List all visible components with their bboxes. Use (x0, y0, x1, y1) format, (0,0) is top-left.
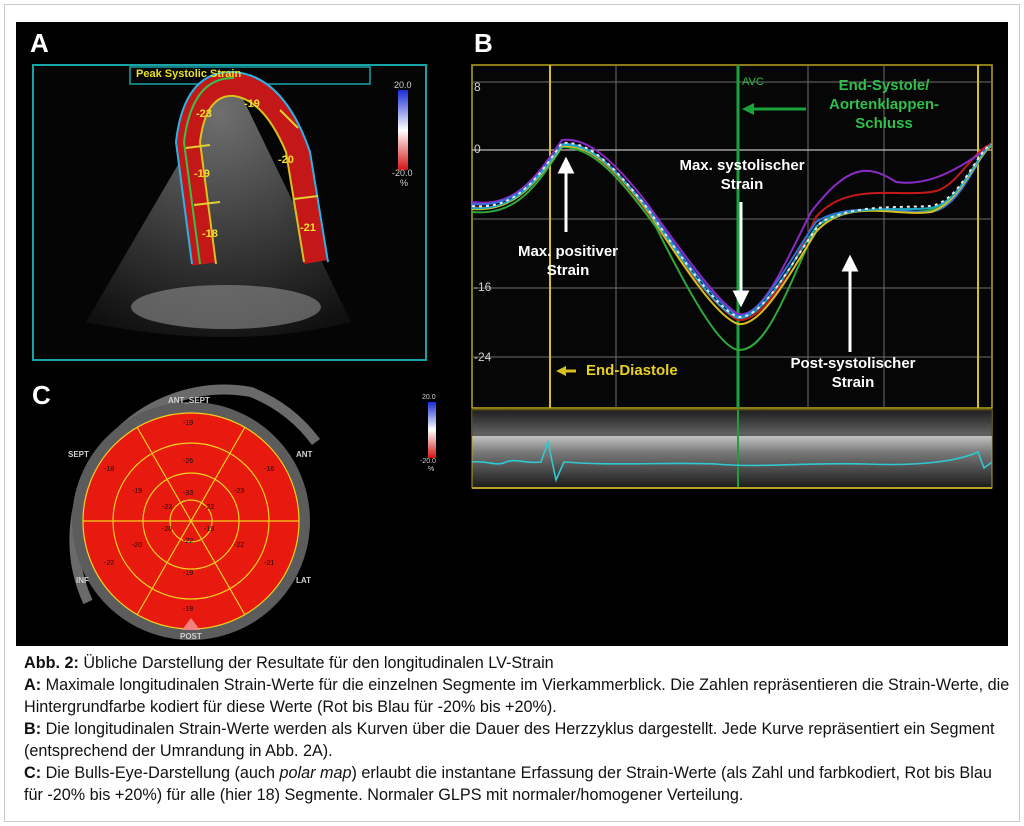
bullseye-value: -23 (234, 488, 245, 495)
bullseye-label-lat: LAT (296, 576, 311, 585)
avc-label: AVC (742, 76, 764, 88)
caption-c: C: Die Bulls-Eye-Darstellung (auch polar map) erlaubt die instantane Erfassung der Strain-Werte (als Zahl und farbkodiert, Rot bis Blau für -20% bis +20%) für alle (hier 18) Segmente. Normaler GLPS mit normaler/homogener Verteilung. (24, 764, 992, 804)
bullseye-label-sept: SEPT (68, 450, 89, 459)
max-positive-annotation: Max. positiver Strain (517, 243, 619, 279)
y-tick-label: 0 (474, 142, 481, 156)
panel-a-header: Peak Systolic Strain (136, 68, 242, 80)
bullseye-value: -33 (183, 490, 194, 497)
y-tick-label: -16 (474, 280, 492, 294)
bullseye-value: -19 (132, 488, 143, 495)
bullseye-value: -19 (183, 420, 194, 427)
caption-a: A: Maximale longitudinalen Strain-Werte für die einzelnen Segmente im Vierkammerblick. Die Zahlen repräsentieren die Strain-Werte, die Hintergrundfarbe kodiert für diese Werte (Rot bis Blau für -20% bis +20%). (24, 676, 1010, 716)
figure-image (16, 22, 1008, 646)
bullseye-value: -20 (162, 526, 173, 533)
y-tick-label: 8 (474, 80, 481, 94)
bullseye-value: -21 (264, 560, 275, 567)
panel-label-b: B (474, 28, 493, 58)
bullseye-value: -18 (183, 606, 194, 613)
segment-value: -23 (196, 108, 212, 120)
panel-c (74, 390, 436, 634)
bullseye-value: -23 (162, 504, 173, 511)
panel-c-color-scale (428, 402, 436, 458)
bullseye-label-inf: INF (76, 576, 89, 585)
bullseye-value: -20 (132, 542, 143, 549)
bullseye-value: -18 (104, 466, 115, 473)
panel-a-color-scale (398, 90, 408, 170)
bullseye-label-ant: ANT (296, 450, 313, 459)
bullseye-value: -22 (204, 504, 215, 511)
panel-a-scale-top: 20.0 (394, 80, 412, 90)
echo-valve-region (131, 285, 321, 329)
panel-label-a: A (30, 28, 49, 58)
bullseye-value: -16 (264, 466, 275, 473)
panel-a-scale-bottom: -20.0 (392, 168, 413, 178)
caption-title: Abb. 2: Übliche Darstellung der Resultate für den longitudinalen LV-Strain (24, 654, 554, 672)
bullseye-value: -22 (234, 542, 245, 549)
segment-value: -21 (300, 222, 316, 234)
mmode-top-shade (472, 410, 992, 436)
bullseye-value: -22 (183, 538, 194, 545)
segment-value: -20 (278, 154, 294, 166)
bullseye-value: -22 (104, 560, 115, 567)
post-systolic-annotation: Post-systolischer Strain (790, 355, 916, 391)
figure-caption (24, 652, 1014, 806)
end-systole-annotation: End-Systole/ Aortenklappen- Schluss (828, 77, 939, 132)
panel-c-scale-unit: % (428, 466, 435, 473)
bullseye-label-ant-sept: ANT_SEPT (168, 396, 210, 405)
panel-c-scale-top: 20.0 (422, 394, 436, 401)
segment-value: -19 (194, 168, 210, 180)
bullseye-value: -19 (204, 526, 215, 533)
bullseye-value: -26 (183, 458, 194, 465)
panel-label-c: C (32, 380, 51, 410)
max-systolic-annotation: Max. systolischer Strain (679, 157, 805, 193)
bullseye-label-post: POST (180, 632, 202, 641)
panel-a (33, 65, 426, 360)
panel-c-scale-bottom: -20.0 (420, 458, 436, 465)
y-tick-label: -24 (474, 350, 492, 364)
segment-value: -19 (244, 98, 260, 110)
panel-a-scale-unit: % (400, 178, 409, 188)
end-diastole-annotation: End-Diastole (586, 362, 678, 379)
caption-b: B: Die longitudinalen Strain-Werte werden als Kurven über die Dauer des Herzzyklus dargestellt. Jede Kurve repräsentiert ein Segment (entsprechend der Umrandung in Abb. 2A). (24, 720, 995, 760)
segment-value: -18 (202, 228, 218, 240)
bullseye-value: -19 (183, 570, 194, 577)
